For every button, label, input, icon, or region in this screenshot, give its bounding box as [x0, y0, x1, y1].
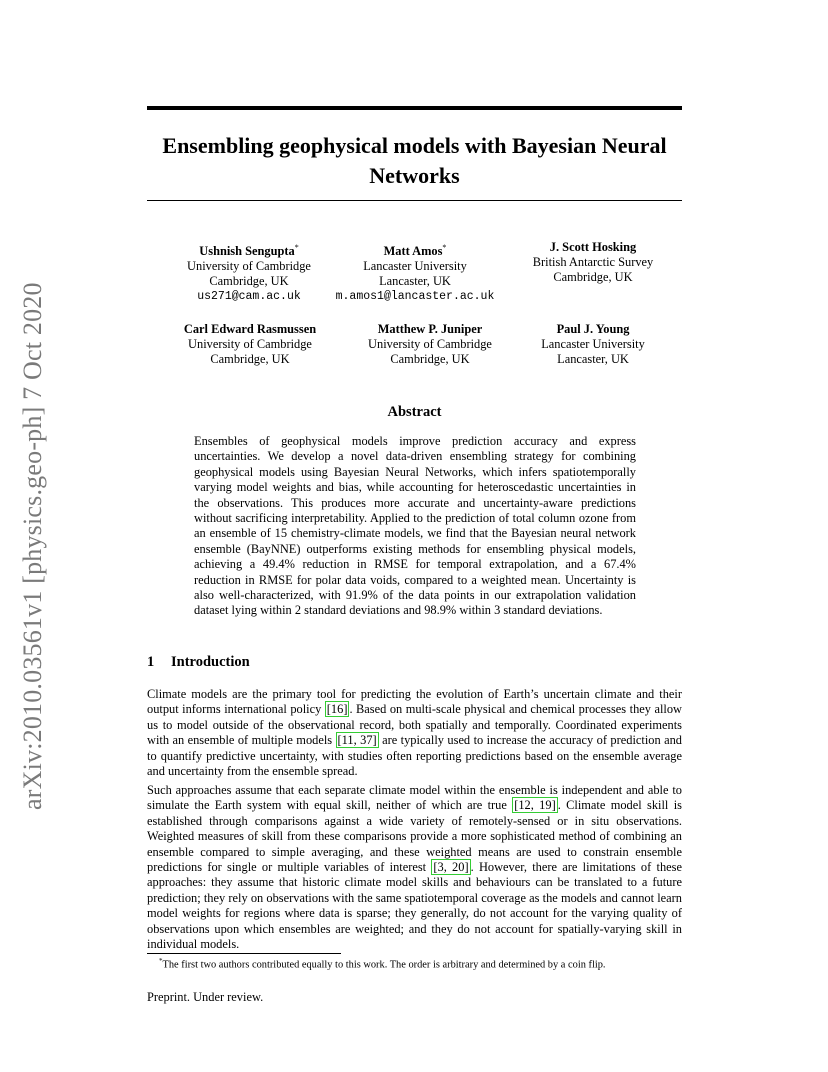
- author-affiliation: University of Cambridge: [188, 337, 312, 351]
- paper-title: Ensembling geophysical models with Bayesian Neural Networks: [162, 133, 667, 188]
- citation-link[interactable]: [3, 20]: [433, 860, 469, 875]
- author-location: Lancaster, UK: [557, 352, 629, 366]
- author-location: Lancaster, UK: [379, 274, 451, 289]
- equal-contribution-mark: *: [442, 243, 447, 252]
- author-juniper: [368, 322, 492, 367]
- author-young: [541, 322, 645, 367]
- author-affiliation: Lancaster University: [363, 259, 467, 274]
- preprint-note: Preprint. Under review.: [147, 990, 264, 1004]
- author-location: Cambridge, UK: [553, 270, 633, 284]
- author-location: Cambridge, UK: [210, 352, 290, 366]
- abstract-text: Ensembles of geophysical models improve prediction accuracy and express uncertainties. We develop a novel data-driven ensembling strategy for combining geophysical models using Bayesian Neural Networks, which infers spatiotemporally varying model weights and bias, while accounting for heteroscedastic uncertainties in the observations. This produces more accurate and uncertainty-aware predictions without sacrificing interpretability. Applied to the prediction of total column ozone from an ensemble of 15 chemistry-climate models, we find that the Bayesian neural network ensemble (BayNNE) outperforms existing methods for ensembling physical models, achieving a 49.4% reduction in RMSE for temporal extrapolation, and a 67.4% reduction in RMSE for polar data voids, compared to a weighted mean. Uncertainty is also well-characterized, with 91.9% of the data points in our extrapolation validation dataset lying within 2 standard deviations and 98.9% within 3 standard deviations.: [194, 434, 636, 618]
- intro-paragraph-1: [147, 687, 682, 779]
- author-rasmussen: [184, 322, 316, 367]
- footnote-text: The first two authors contributed equally to this work. The order is arbitrary and determined by a coin flip.: [162, 959, 606, 971]
- author-email[interactable]: m.amos1@lancaster.ac.uk: [335, 290, 495, 304]
- title-bottom-rule: [147, 200, 682, 201]
- author-email[interactable]: us271@cam.ac.uk: [197, 290, 301, 304]
- arxiv-identifier-stamp: arXiv:2010.03561v1 [physics.geo-ph] 7 Oct 2020: [18, 282, 47, 810]
- footnote-rule: [147, 953, 341, 954]
- paragraph-text: are typically used to increase the accuracy of prediction and to quantify predictive uncertainty, with studies often reporting predictions based on the ensemble average and uncertainty from the ensemble spread.: [147, 733, 682, 779]
- section-number: 1: [147, 654, 155, 670]
- author-affiliation: Lancaster University: [541, 337, 645, 351]
- author-hosking: [533, 240, 653, 285]
- equal-contribution-mark: *: [294, 243, 299, 252]
- paragraph-text: Climate models are the primary tool for predicting the evolution of Earth’s uncertain climate and their output informs international policy: [147, 687, 682, 717]
- paragraph-text: Such approaches assume that each separate climate model within the ensemble is independent and able to simulate the Earth system with equal skill, neither of which are true: [147, 783, 682, 813]
- author-name: Paul J. Young: [556, 322, 630, 336]
- author-sengupta: [187, 240, 311, 304]
- paragraph-text: . Climate model skill is established through comparisons against a wide variety of remotely-sensed or in situ observations. Weighted measures of skill from these comparisons provide a more sophisticated method of combining an ensemble compared to simple averaging, and these weighted means are used to constrain ensemble predictions for single or multiple variables of interest: [147, 798, 682, 875]
- citation-link[interactable]: [12, 19]: [514, 798, 556, 813]
- author-name: Matt Amos: [383, 244, 443, 259]
- author-location: Cambridge, UK: [209, 274, 289, 289]
- author-affiliation: University of Cambridge: [187, 259, 311, 274]
- author-name: J. Scott Hosking: [549, 240, 637, 254]
- intro-paragraph-2: [147, 783, 682, 952]
- section-title: Introduction: [171, 654, 250, 670]
- author-amos: [336, 240, 495, 304]
- author-affiliation: British Antarctic Survey: [532, 255, 654, 269]
- citation-link[interactable]: [11, 37]: [337, 733, 377, 748]
- footnote: [159, 955, 682, 971]
- author-name: Carl Edward Rasmussen: [183, 322, 317, 336]
- author-name: Ushnish Sengupta: [199, 244, 295, 259]
- paragraph-text: . Based on multi-scale physical and chemical processes they allow us to model outside of the observational record, both spatially and temporally. Coordinated experiments with an ensemble of multiple models: [147, 702, 682, 748]
- author-location: Cambridge, UK: [390, 352, 470, 366]
- author-affiliation: University of Cambridge: [368, 337, 492, 351]
- title-top-rule: [147, 106, 682, 110]
- footnote-mark: *: [159, 957, 163, 965]
- abstract-heading: Abstract: [387, 404, 442, 420]
- section-heading-introduction: [147, 654, 250, 671]
- paragraph-text: . However, there are limitations of these approaches: they assume that historic climate model skills and behaviours can be translated to a future prediction; they rely on observations with the same spatiotemporal coverage as the models and cannot learn model weights for regions where data is sparse; they generally, do not account for the varying quality of observations upon which ensembles are weighted; and they do not account for spatially-varying skill in individual models.: [147, 860, 682, 952]
- author-name: Matthew P. Juniper: [377, 322, 483, 336]
- citation-link[interactable]: [16]: [326, 702, 348, 717]
